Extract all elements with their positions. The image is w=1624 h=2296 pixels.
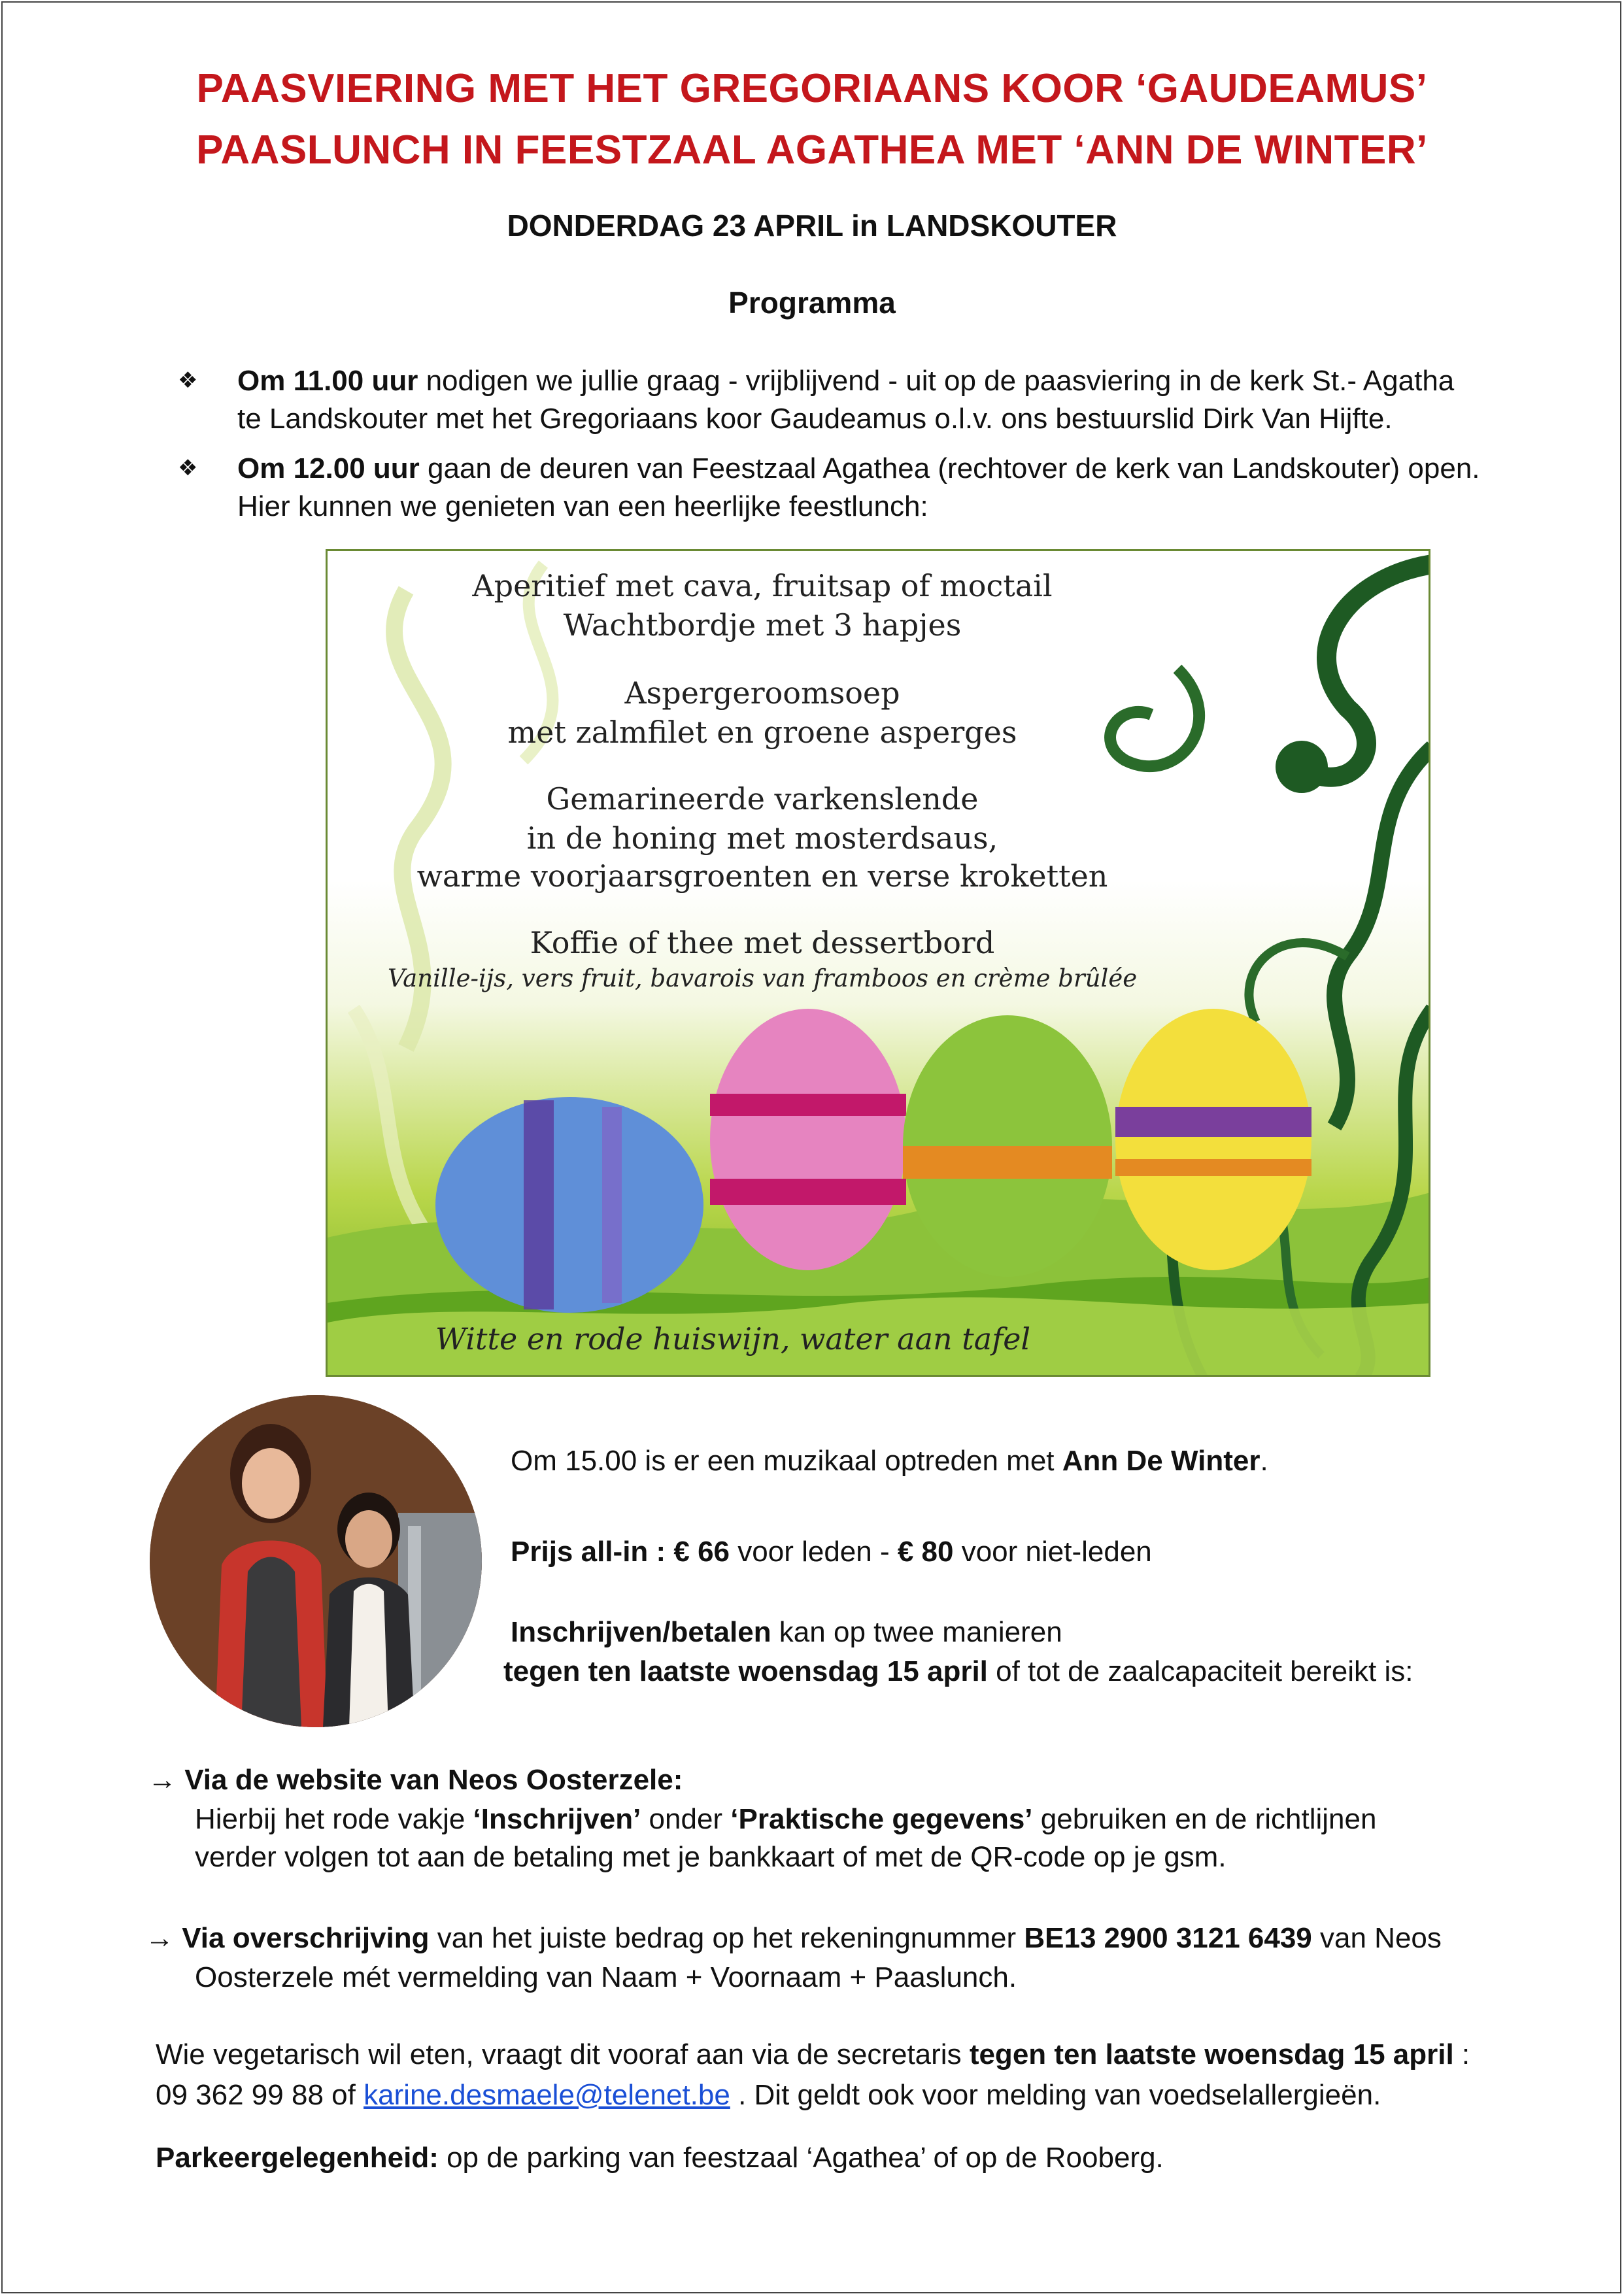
menu-wine-line: Witte en rode huiswijn, water aan tafel xyxy=(435,1321,1031,1357)
program-item-1-text-a: nodigen we jullie graag - vrijblijvend - uit op de paasviering in de kerk St.- Agatha xyxy=(418,365,1455,397)
web-text-praktische: ‘Praktische gegevens’ xyxy=(730,1803,1033,1835)
register-line xyxy=(511,1613,1062,1651)
egg-yellow xyxy=(1115,1009,1311,1270)
web-text-5: gebruiken en de richtlijnen xyxy=(1032,1803,1377,1835)
parking-text: op de parking van feestzaal ‘Agathea’ of op de Rooberg. xyxy=(438,2142,1164,2174)
program-item-2-text-a: gaan de deuren van Feestzaal Agathea (rechtover de kerk van Landskouter) open. xyxy=(419,452,1480,484)
date-line: DONDERDAG 23 APRIL in LANDSKOUTER xyxy=(507,209,1117,243)
performer-photo xyxy=(150,1395,482,1727)
program-item-1-text-b: te Landskouter met het Gregoriaans koor Gaudeamus o.l.v. ons bestuurslid Dirk Van Hijfte. xyxy=(237,403,1393,435)
menu-course-3-line-b: in de honing met mosterdsaus, xyxy=(526,820,998,856)
performance-text: Om 15.00 is er een muzikaal optreden met xyxy=(511,1445,1062,1477)
title-line-1: PAASVIERING MET HET GREGORIAANS KOOR ‘GAUDEAMUS’ xyxy=(196,66,1428,111)
veg-text-a: Wie vegetarisch wil eten, vraagt dit vooraf aan via de secretaris xyxy=(156,2038,970,2070)
performance-line xyxy=(511,1442,1268,1480)
menu-course-2-line-b: met zalmfilet en groene asperges xyxy=(507,715,1017,750)
veg-text-c: . Dit geldt ook voor melding van voedselallergieën. xyxy=(730,2079,1381,2111)
menu-course-4-line-a: Koffie of thee met dessertbord xyxy=(530,925,995,960)
transfer-line xyxy=(145,1919,1442,1957)
program-item-2-time: Om 12.00 uur xyxy=(237,452,420,484)
title-line-2: PAASLUNCH IN FEESTZAAL AGATHEA MET ‘ANN DE WINTER’ xyxy=(196,127,1428,173)
price-nonmembers: voor niet-leden xyxy=(953,1536,1152,1568)
program-item-1 xyxy=(237,362,1454,438)
price-label: Prijs all-in : € 66 xyxy=(511,1536,730,1568)
menu-course-4-line-b: Vanille-ijs, vers fruit, bavarois van framboos en crème brûlée xyxy=(387,964,1138,992)
web-instructions xyxy=(195,1800,1376,1876)
program-item-1-time: Om 11.00 uur xyxy=(237,365,418,397)
web-text-line-2: verder volgen tot aan de betaling met je bankkaart of met de QR-code op je gsm. xyxy=(195,1841,1226,1873)
menu-course-3-line-a: Gemarineerde varkenslende xyxy=(546,781,979,817)
transfer-text-b: van Neos xyxy=(1311,1922,1442,1954)
web-text-1: Hierbij het rode vakje xyxy=(195,1803,473,1835)
program-item-2-text-b: Hier kunnen we genieten van een heerlijke feestlunch: xyxy=(237,490,928,522)
transfer-arrow-icon: → xyxy=(145,1922,182,1954)
email-link[interactable]: karine.desmaele@telenet.be xyxy=(364,2079,730,2111)
parking-line xyxy=(156,2139,1164,2177)
contact-line xyxy=(156,2076,1381,2114)
bullet-diamond-icon: ❖ xyxy=(178,368,198,393)
performance-end: . xyxy=(1260,1445,1268,1477)
register-text: kan op twee manieren xyxy=(771,1616,1062,1648)
egg-blue xyxy=(435,1097,703,1313)
transfer-line-2: Oosterzele mét vermelding van Naam + Voornaam + Paaslunch. xyxy=(195,1961,1017,1993)
veg-text-b: : xyxy=(1453,2038,1470,2070)
deadline-line xyxy=(503,1653,1413,1691)
performer-name: Ann De Winter xyxy=(1062,1445,1260,1477)
parking-label: Parkeergelegenheid: xyxy=(156,2142,439,2174)
web-heading-text: → Via de website van Neos Oosterzele: xyxy=(148,1764,683,1796)
program-heading: Programma xyxy=(728,286,896,320)
register-label: Inschrijven/betalen xyxy=(511,1616,771,1648)
menu-course-2-line-a: Aspergeroomsoep xyxy=(624,675,900,711)
bullet-diamond-icon: ❖ xyxy=(178,456,198,481)
web-heading xyxy=(148,1761,683,1799)
menu-image xyxy=(326,549,1430,1377)
price-members: voor leden - xyxy=(730,1536,898,1568)
web-text-3: onder xyxy=(641,1803,731,1835)
egg-green xyxy=(903,1015,1112,1277)
iban: BE13 2900 3121 6439 xyxy=(1024,1922,1312,1954)
egg-pink xyxy=(710,1009,906,1270)
deadline-bold: tegen ten laatste woensdag 15 april xyxy=(503,1655,988,1687)
two-women-portrait-illustration xyxy=(150,1395,482,1727)
menu-course-1-line-b: Wachtbordje met 3 hapjes xyxy=(563,607,962,643)
menu-course-1-line-a: Aperitief met cava, fruitsap of moctail xyxy=(472,568,1053,603)
transfer-bold: Via overschrijving xyxy=(182,1922,430,1954)
transfer-text-a: van het juiste bedrag op het rekeningnummer xyxy=(429,1922,1024,1954)
deadline-text: of tot de zaalcapaciteit bereikt is: xyxy=(987,1655,1413,1687)
phone-number: 09 362 99 88 of xyxy=(156,2079,364,2111)
price-nonmember-amount: € 80 xyxy=(897,1536,954,1568)
vegetarian-line xyxy=(156,2036,1470,2074)
veg-deadline: tegen ten laatste woensdag 15 april xyxy=(969,2038,1454,2070)
web-text-inschrijven: ‘Inschrijven’ xyxy=(473,1803,641,1835)
price-line xyxy=(511,1533,1152,1571)
program-item-2 xyxy=(237,450,1480,526)
menu-course-3-line-c: warme voorjaarsgroenten en verse kroketten xyxy=(416,858,1108,894)
